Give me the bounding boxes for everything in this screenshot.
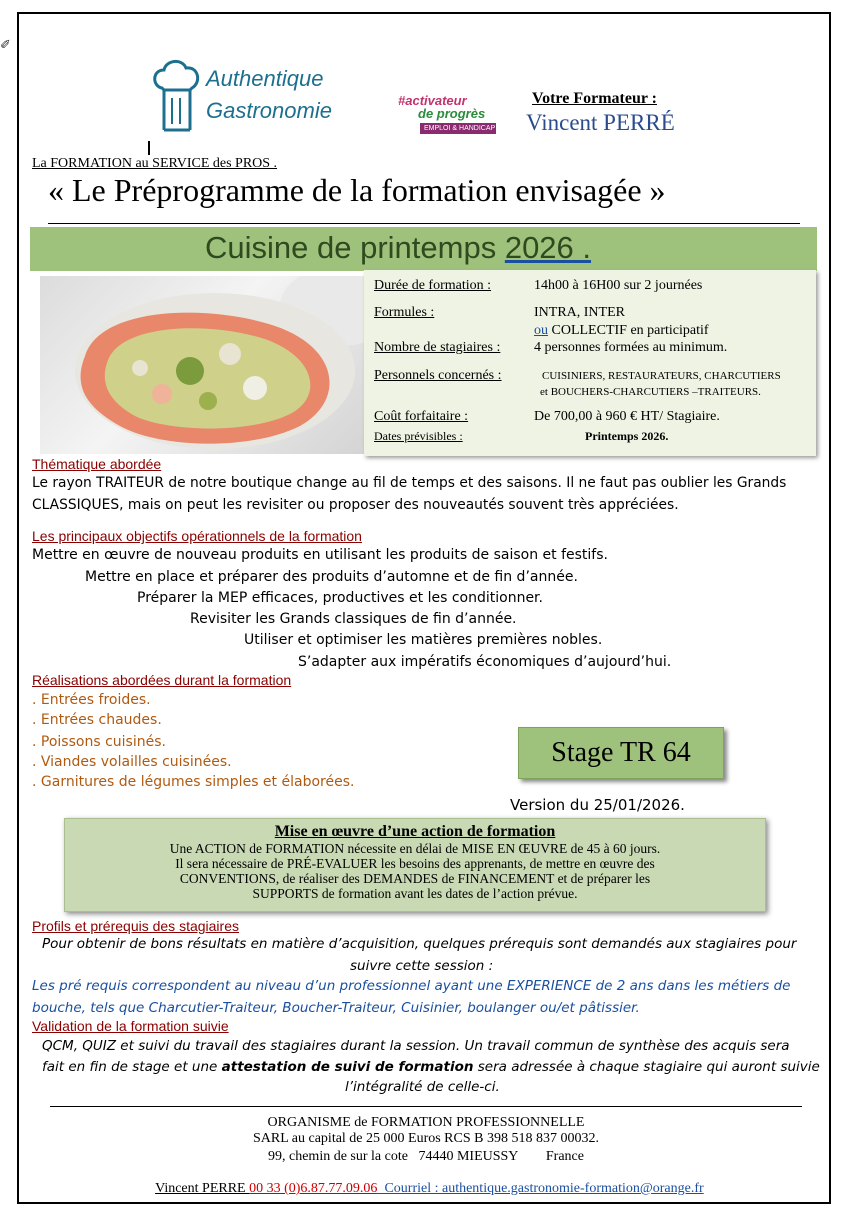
profils-line4: bouche, tels que Charcutier-Traiteur, Boucher-Traiteur, Cuisinier, boulanger ou/et pâtissier.	[32, 1000, 640, 1016]
realisations-title: Réalisations abordées durant la formation	[32, 672, 292, 688]
cursor-mark	[148, 141, 150, 155]
mise-en-oeuvre-box	[64, 818, 766, 912]
chef-hat-icon	[150, 58, 202, 136]
tagline: La FORMATION au SERVICE des PROS .	[32, 156, 278, 171]
duree-value: 14h00 à 16H00 sur 2 journées	[534, 278, 703, 293]
personnels-value2: et BOUCHERS-CHARCUTIERS –TRAITEURS.	[540, 386, 761, 398]
thematique-line2: CLASSIQUES, mais on peut les revisiter ou proposer des nouveautés souvent très appréciées.	[32, 497, 679, 513]
brand-line1: Authentique	[206, 66, 324, 91]
pencil-icon: ✐	[0, 38, 11, 53]
trainer-label: Votre Formateur :	[532, 90, 657, 107]
formules-ou: ou	[534, 323, 548, 338]
formules-collectif: COLLECTIF en participatif	[548, 323, 709, 338]
validation-title: Validation de la formation suivie	[32, 1018, 229, 1034]
brand-logo	[150, 58, 340, 140]
stage-box	[518, 727, 724, 779]
course-title-text: Cuisine de printemps	[205, 230, 497, 265]
objectif-item: Revisiter les Grands classiques de fin d’année.	[190, 611, 517, 627]
dates-label: Dates prévisibles :	[374, 429, 463, 443]
personnels-value1: CUISINIERS, RESTAURATEURS, CHARCUTIERS	[542, 370, 781, 382]
title-divider	[48, 223, 800, 224]
validation-attestation: attestation de suivi de formation	[221, 1059, 474, 1075]
partner-line2: de progrès	[418, 106, 486, 121]
profils-line1: Pour obtenir de bons résultats en matière d’acquisition, quelques prérequis sont demandés aux stagiaires pour	[42, 936, 797, 952]
formules-value1: INTRA, INTER	[534, 305, 625, 320]
course-year: 2026 .	[504, 230, 592, 265]
footer-divider	[50, 1106, 802, 1107]
dates-value: Printemps 2026.	[585, 429, 669, 443]
dish-photo	[40, 276, 364, 454]
objectif-item: S’adapter aux impératifs économiques d’aujourd’hui.	[298, 654, 672, 670]
formules-value2	[534, 323, 709, 339]
mise-en-oeuvre-line: Il sera nécessaire de PRÉ-EVALUER les besoins des apprenants, de mettre en œuvre des	[175, 856, 655, 871]
realisation-item: . Poissons cuisinés.	[32, 734, 166, 750]
profils-line2: suivre cette session :	[350, 958, 494, 974]
thematique-title: Thématique abordée	[32, 456, 162, 472]
main-title: « Le Préprogramme de la formation envisagée »	[48, 172, 666, 208]
course-title	[205, 230, 591, 266]
profils-title: Profils et prérequis des stagiaires	[32, 918, 239, 934]
mise-en-oeuvre-line: Une ACTION de FORMATION nécessite en délai de MISE EN ŒUVRE de 45 à 60 jours.	[169, 841, 661, 856]
personnels-label: Personnels concernés :	[374, 368, 502, 383]
version: Version du 25/01/2026.	[510, 796, 685, 814]
footer-contact	[0, 1165, 852, 1197]
validation-line2-c: sera adressée à chaque stagiaire qui auront suivie	[473, 1059, 820, 1075]
stagiaires-label: Nombre de stagiaires :	[374, 340, 501, 355]
cout-label: Coût forfaitaire :	[374, 409, 469, 424]
trainer-name: Vincent PERRÉ	[526, 110, 675, 135]
formules-label: Formules :	[374, 305, 435, 320]
stagiaires-value: 4 personnes formées au minimum.	[534, 340, 728, 355]
objectif-item: Préparer la MEP efficaces, productives et les conditionner.	[137, 590, 543, 606]
footer-email[interactable]: Courriel : authentique.gastronomie-formation@orange.fr	[377, 1181, 704, 1196]
footer-phone[interactable]: 00 33 (0)6.87.77.09.06	[249, 1181, 378, 1196]
footer-line1: ORGANISME de FORMATION PROFESSIONNELLE	[267, 1115, 585, 1130]
objectifs-title: Les principaux objectifs opérationnels de la formation	[32, 528, 362, 544]
profils-line3: Les pré requis correspondent au niveau d’un professionnel ayant une EXPERIENCE de 2 ans dans les métiers de	[32, 978, 791, 994]
realisation-item: . Entrées chaudes.	[32, 712, 162, 728]
validation-line2	[42, 1059, 820, 1075]
footer-name: Vincent PERRE	[155, 1181, 250, 1196]
validation-line1: QCM, QUIZ et suivi du travail des stagiaires durant la session. Un travail commun de synthèse des acquis sera	[42, 1038, 790, 1054]
realisation-item: . Garnitures de légumes simples et élaborées.	[32, 774, 355, 790]
realisation-item: . Entrées froides.	[32, 692, 151, 708]
mise-en-oeuvre-title: Mise en œuvre d’une action de formation	[274, 823, 556, 840]
validation-line3: l’intégralité de celle-ci.	[345, 1079, 500, 1095]
footer-line3: 99, chemin de sur la cote 74440 MIEUSSY France	[268, 1149, 584, 1164]
thematique-line1: Le rayon TRAITEUR de notre boutique change au fil de temps et des saisons. Il ne faut pas oublier les Grands	[32, 475, 787, 491]
partner-logo	[398, 93, 500, 148]
validation-line2-a: fait en fin de stage et une	[42, 1059, 222, 1075]
objectif-item: Utiliser et optimiser les matières premières nobles.	[244, 632, 603, 648]
objectif-item: Mettre en place et préparer des produits d’automne et de fin d’année.	[85, 569, 578, 585]
brand-line2: Gastronomie	[206, 98, 332, 123]
partner-line1: #activateur	[398, 93, 467, 108]
partner-badge: EMPLOI & HANDICAP	[420, 123, 496, 134]
duree-label: Durée de formation :	[374, 278, 492, 293]
cout-value: De 700,00 à 960 € HT/ Stagiaire.	[534, 409, 720, 424]
realisation-item: . Viandes volailles cuisinées.	[32, 754, 232, 770]
mise-en-oeuvre-line: SUPPORTS de formation avant les dates de l’action prévue.	[252, 886, 578, 901]
objectif-item: Mettre en œuvre de nouveau produits en utilisant les produits de saison et festifs.	[32, 547, 608, 563]
mise-en-oeuvre-line: CONVENTIONS, de réaliser des DEMANDES de FINANCEMENT et de préparer les	[179, 871, 651, 886]
footer-line2: SARL au capital de 25 000 Euros RCS B 398 518 837 00032.	[253, 1131, 599, 1146]
stage-code: Stage TR 64	[551, 737, 691, 768]
